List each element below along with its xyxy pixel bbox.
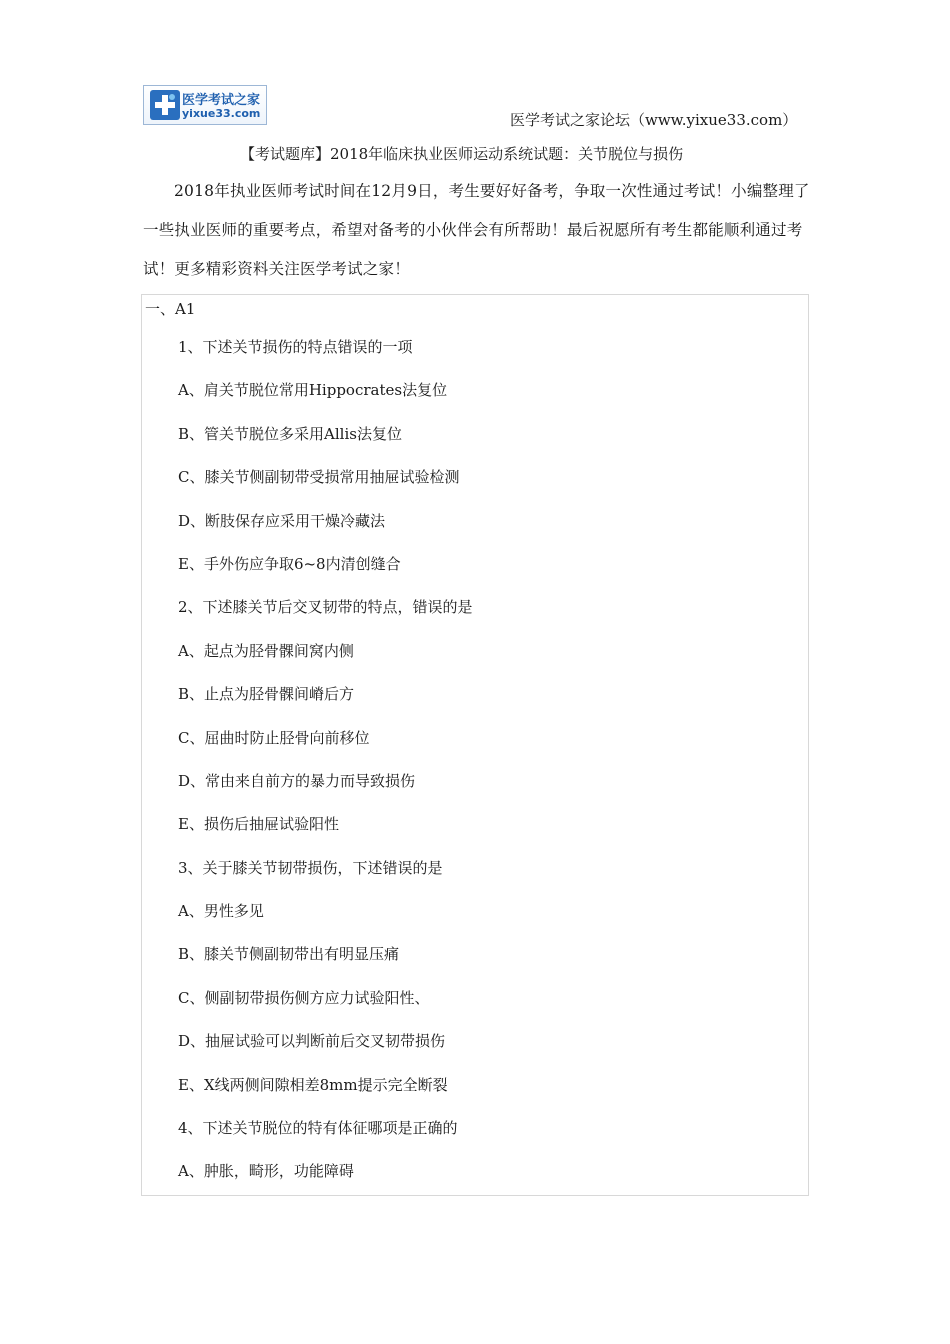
option-line: D、抽屉试验可以判断前后交叉韧带损伤 bbox=[178, 1032, 446, 1051]
logo-text-en: yixue33.com bbox=[182, 107, 261, 120]
option-line: A、肿胀，畸形，功能障碍 bbox=[178, 1162, 354, 1181]
site-header: 医学考试之家论坛（www.yixue33.com） bbox=[510, 111, 798, 129]
question-list bbox=[178, 335, 473, 1203]
option-line: B、管关节脱位多采用Allis法复位 bbox=[178, 424, 402, 443]
option-line: A、肩关节脱位常用Hippocrates法复位 bbox=[178, 381, 448, 400]
option-line: E、损伤后抽屉试验阳性 bbox=[178, 815, 339, 834]
intro-paragraph: 2018年执业医师考试时间在12月9日，考生要好好备考，争取一次性通过考试！小编整理了一些执业医师的重要考点，希望对备考的小伙伴会有所帮助！最后祝愿所有考生都能顺利通过考试！更多精彩资料关注医学考试之家！ bbox=[143, 182, 810, 278]
option-line: B、膝关节侧副韧带出有明显压痛 bbox=[178, 945, 400, 964]
option-line: E、手外伤应争取6~8内清创缝合 bbox=[178, 554, 401, 573]
site-logo bbox=[143, 85, 267, 125]
option-line: D、常由来自前方的暴力而导致损伤 bbox=[178, 771, 416, 790]
option-line: B、止点为胫骨髁间嵴后方 bbox=[178, 685, 355, 704]
option-line: E、X线两侧间隙相差8mm提示完全断裂 bbox=[178, 1075, 448, 1094]
section-label: 一、A1 bbox=[145, 300, 196, 318]
option-line: D、断肢保存应采用干燥冷藏法 bbox=[178, 511, 386, 530]
logo-text-cn: 医学考试之家 bbox=[182, 93, 261, 108]
medical-cross-icon bbox=[150, 90, 180, 120]
question-line: 2、下述膝关节后交叉韧带的特点，错误的是 bbox=[178, 598, 473, 617]
question-line: 4、下述关节脱位的特有体征哪项是正确的 bbox=[178, 1119, 458, 1138]
document-title: 【考试题库】2018年临床执业医师运动系统试题：关节脱位与损伤 bbox=[240, 145, 684, 163]
option-line: C、膝关节侧副韧带受损常用抽屉试验检测 bbox=[178, 468, 460, 487]
question-line: 1、下述关节损伤的特点错误的一项 bbox=[178, 338, 413, 356]
question-line: 3、关于膝关节韧带损伤，下述错误的是 bbox=[178, 858, 443, 877]
option-line: A、男性多见 bbox=[178, 902, 264, 921]
option-line: C、侧副韧带损伤侧方应力试验阳性、 bbox=[178, 988, 430, 1007]
option-line: C、屈曲时防止胫骨向前移位 bbox=[178, 728, 370, 747]
option-line: A、起点为胫骨髁间窝内侧 bbox=[178, 641, 354, 660]
question-box bbox=[141, 294, 809, 1196]
